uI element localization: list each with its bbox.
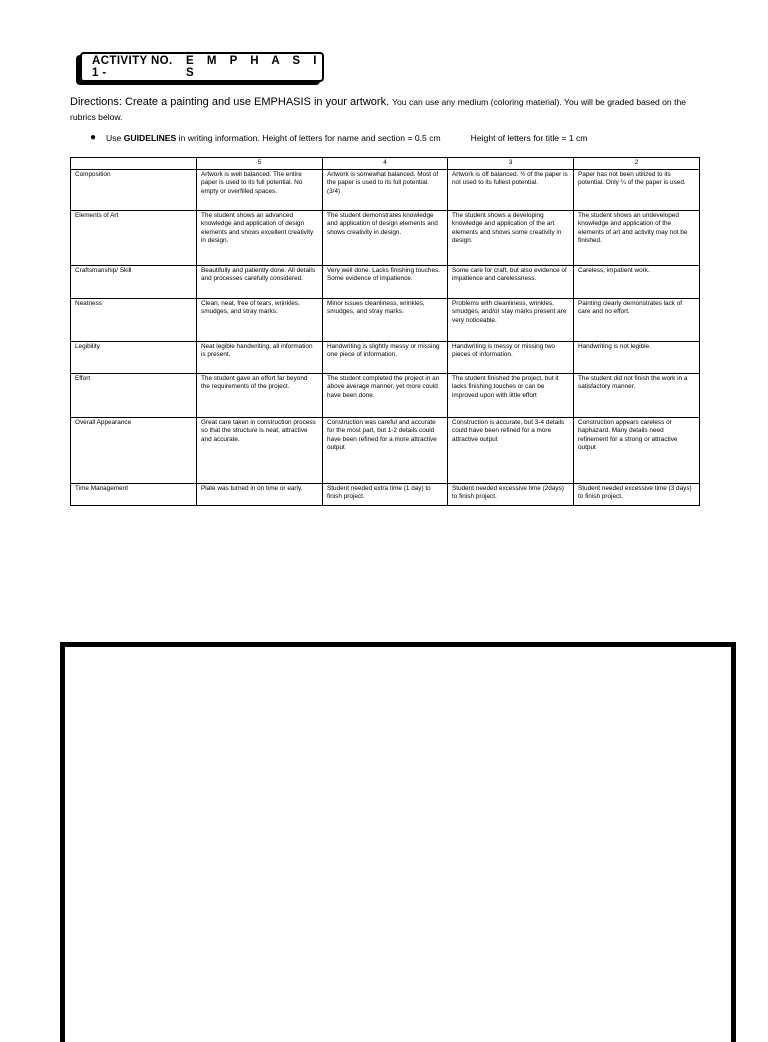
criterion-cell: Craftsmanship/ Skill [71,266,197,299]
criterion-cell: Elements of Art [71,211,197,266]
rubric-cell: Beautifully and patiently done. All details and processes carefully considered. [197,266,323,299]
rubric-cell: The student shows an advanced knowledge and application of design elements and shows excellent creativity in design. [197,211,323,266]
rubric-cell: Student needed excessive time (3 days) to finish project. [574,484,700,506]
criterion-cell: Legibility [71,342,197,374]
rubric-cell: The student gave an effort far beyond the requirements of the project. [197,374,323,418]
activity-topic: E M P H A S I S [185,55,322,79]
criterion-cell: Effort [71,374,197,418]
rubric-cell: Plate was turned in on time or early. [197,484,323,506]
rubric-cell: Construction appears careless or haphazard. Many details need refinement for a strong or attractive output [574,418,700,484]
rubric-cell: Great care taken in construction process so that the structure is neat, attractive and accurate. [197,418,323,484]
rubric-table [70,157,700,506]
header-score-2: 2 [574,158,700,170]
guidelines-keyword: GUIDELINES [123,132,177,143]
rubric-cell: The student did not finish the work in a satisfactory manner. [574,374,700,418]
table-row [71,374,700,418]
rubric-cell: The student finished the project, but it lacks finishing touches or can be improved upon with little effort [448,374,574,418]
painting-area-frame [60,642,736,1042]
rubric-cell: Artwork is well balanced. The entire paper is used to its full potential. No empty or overfilled spaces. [197,170,323,211]
table-row [71,211,700,266]
directions-main: Directions: Create a painting and use EMPHASIS in your artwork. [70,96,390,108]
criterion-cell: Composition [71,170,197,211]
rubric-header-row [71,158,700,170]
table-row [71,170,700,211]
table-row [71,299,700,342]
rubric-cell: Artwork is off balanced. ½ of the paper is not used to its fullest potential. [448,170,574,211]
header-criterion [71,158,197,170]
guidelines-bullet [90,132,587,143]
bullet-icon: ● [90,132,97,143]
rubric-cell: Student needed extra time (1 day) to finish project. [323,484,448,506]
rubric-cell: Artwork is somewhat balanced. Most of the paper is used to its full potential. (3/4) [323,170,448,211]
header-score-4: 4 [323,158,448,170]
header-score-3: 3 [448,158,574,170]
rubric-cell: The student completed the project in an above average manner, yet more could have been done. [323,374,448,418]
criterion-cell: Overall Appearance [71,418,197,484]
activity-title [80,52,324,82]
rubric-cell: Construction is accurate, but 3-4 details could have been refined for a more attractive output [448,418,574,484]
rubric-cell: The student shows a developing knowledge and application of the art elements and shows some creativity in design. [448,211,574,266]
guidelines-text: in writing information. Height of letters for name and section = 0.5 cm [178,132,441,143]
rubric-cell: Some care for craft, but also evidence of impatience and carelessness. [448,266,574,299]
header-score-5: 5 [197,158,323,170]
table-row [71,266,700,299]
table-row [71,342,700,374]
rubric-cell: The student demonstrates knowledge and application of design elements and shows creativity in design. [323,211,448,266]
table-row [71,484,700,506]
rubric-cell: Handwriting is messy or missing two pieces of information. [448,342,574,374]
activity-number: ACTIVITY NO. 1 - [92,55,173,79]
criterion-cell: Time Management [71,484,197,506]
rubric-cell: Problems with cleanliness, wrinkles, smudges, and/or stay marks present are very noticeable. [448,299,574,342]
rubric-cell: Handwriting is slightly messy or missing one piece of information. [323,342,448,374]
directions-rest: You can use any medium (coloring material). You will be graded based on the rubrics below. [70,97,687,122]
guidelines-title-rule: Height of letters for title = 1 cm [470,132,588,143]
rubric-cell: The student shows an undeveloped knowledge and application of the elements of art and activity may not be finished. [574,211,700,266]
criterion-cell: Neatness [71,299,197,342]
rubric-cell: Painting clearly demonstrates lack of care and no effort. [574,299,700,342]
guidelines-prefix: Use [106,132,122,143]
rubric-cell: Handwriting is not legible. [574,342,700,374]
rubric-cell: Neat legible handwriting, all information is present. [197,342,323,374]
rubric-cell: Clean, neat, free of tears, wrinkles, smudges, and stray marks. [197,299,323,342]
rubric-cell: Minor issues cleanliness, wrinkles, smudges, and stray marks. [323,299,448,342]
rubric-cell: Paper has not been utilized to its potential. Only ¼ of the paper is used. [574,170,700,211]
table-row [71,418,700,484]
directions [70,95,710,125]
rubric-cell: Very well done. Lacks finishing touches. Some evidence of impatience. [323,266,448,299]
rubric-cell: Construction was careful and accurate for the most part, but 1-2 details could have been refined for a more attractive output [323,418,448,484]
rubric-cell: Careless, impatient work. [574,266,700,299]
rubric-cell: Student needed excessive time (2days) to finish project. [448,484,574,506]
